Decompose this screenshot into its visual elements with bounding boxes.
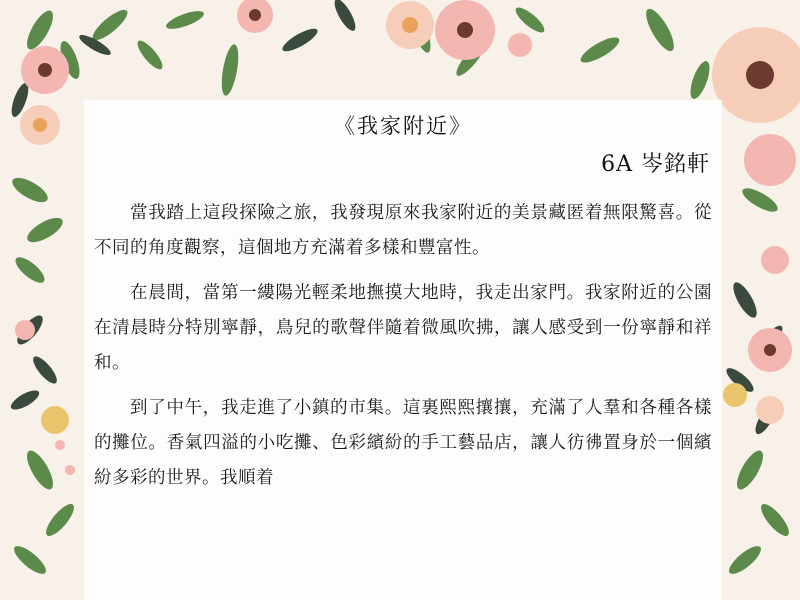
essay-body [94,196,712,506]
author-line: 6A 岑銘軒 [601,152,710,177]
essay-title: 《我家附近》 [334,114,472,138]
paragraph-2: 在晨間，當第一縷陽光輕柔地撫摸大地時，我走出家門。我家附近的公園在清晨時分特別寧靜，鳥兒的歌聲伴隨着微風吹拂，讓人感受到一份寧靜和祥和。 [94,283,712,373]
paragraph-3: 到了中午，我走進了小鎮的市集。這裏熙熙攘攘，充滿了人羣和各種各樣的攤位。香氣四溢的小吃攤、色彩繽紛的手工藝品店，讓人彷彿置身於一個繽紛多彩的世界。我順着 [94,398,712,488]
essay-paper [84,100,722,600]
paragraph-1: 當我踏上這段探險之旅，我發現原來我家附近的美景藏匿着無限驚喜。從不同的角度觀察，這個地方充滿着多樣和豐富性。 [94,203,712,258]
